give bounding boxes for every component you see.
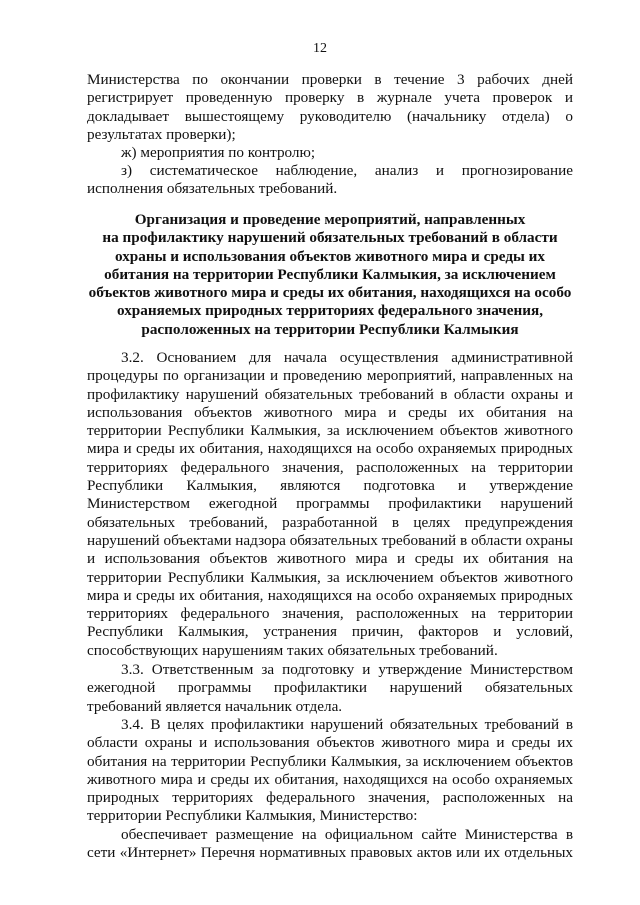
text-line: Республики Калмыкия, являются подготовка и утверждение (87, 477, 573, 495)
text-line: процедуры по организации и проведению мероприятий, направленных на (87, 367, 573, 385)
text-line: результатах проверки); (87, 125, 236, 143)
text-line: Министерством ежегодной программы профилактики нарушений (87, 495, 573, 513)
heading-line: расположенных на территории Республики Калмыкия (141, 320, 519, 338)
text-line: территориях федерального значения, расположенных на территории (87, 605, 573, 623)
text-line: регистрирует проведенную проверку в журнале учета проверок и (87, 89, 573, 107)
text-line: ежегодной программы профилактики нарушений обязательных (87, 679, 573, 697)
text-line: обеспечивает размещение на официальном сайте Министерства в (121, 826, 573, 843)
text-line: требований является начальник отдела. (87, 697, 343, 715)
text-line: Министерства по окончании проверки в течение 3 рабочих дней (87, 71, 573, 88)
text-line: ж) мероприятия по контролю; (121, 144, 316, 161)
paragraph-3-2 (87, 349, 573, 660)
paragraph-provides (87, 826, 573, 863)
text-line: использования объектов животного мира и среды их обитания на (87, 403, 573, 421)
paragraph-3-3 (87, 661, 573, 716)
list-item-zh (87, 144, 573, 162)
text-line: з) систематическое наблюдение, анализ и прогнозирование (121, 162, 573, 179)
text-line: нарушений объектами надзора обязательных требований в области охраны (87, 531, 573, 549)
section-heading (87, 211, 573, 339)
text-line: обязательных требований, разработанной в целях предупреждения (87, 513, 573, 531)
heading-line: Организация и проведение мероприятий, направленных (134, 211, 526, 228)
text-line: территории Республики Калмыкия, за исключением объектов животного (87, 422, 573, 440)
heading-line: на профилактику нарушений обязательных требований в области (102, 229, 558, 247)
text-line: природных территориях федерального значения, расположенных на (87, 789, 573, 807)
text-line: животного мира и среды их обитания, находящихся на особо охраняемых (87, 770, 573, 788)
paragraph-3-4 (87, 716, 573, 826)
heading-line: обитания на территории Республики Калмыкия, за исключением (104, 265, 556, 283)
text-line: обитания на территории Республики Калмыкия, за исключением объектов (87, 752, 573, 770)
text-line: и использования объектов животного мира и среды их обитания на (87, 550, 573, 568)
text-line: 3.4. В целях профилактики нарушений обязательных требований в (121, 716, 573, 733)
text-line: 3.3. Ответственным за подготовку и утверждение Министерством (121, 661, 573, 678)
text-line: территориях федерального значения, расположенных на территории (87, 458, 573, 476)
top-paragraph (87, 71, 573, 144)
text-line: Республики Калмыкия, устранения причин, факторов и условий, (87, 623, 573, 641)
heading-line: охраняемых природных территориях федерального значения, (117, 302, 543, 320)
text-line: мира и среды их обитания, находящихся на особо охраняемых природных (87, 440, 573, 458)
text-line: докладывает вышестоящему руководителю (начальнику отдела) о (87, 107, 573, 125)
heading-line: охраны и использования объектов животного мира и среды их (114, 247, 546, 265)
text-line: области охраны и использования объектов животного мира и среды их (87, 734, 573, 752)
text-line: территории Республики Калмыкия, за исключением объектов животного (87, 568, 573, 586)
text-line: профилактику нарушений обязательных требований в области охраны и (87, 385, 573, 403)
list-item-z (87, 162, 573, 199)
text-line: территории Республики Калмыкия, Министерство: (87, 807, 418, 825)
page-number: 12 (313, 41, 327, 56)
heading-line: объектов животного мира и среды их обитания, находящихся на особо (88, 284, 572, 302)
text-line: 3.2. Основанием для начала осуществления административной (121, 349, 573, 366)
text-line: способствующих нарушениям таких обязательных требований. (87, 641, 498, 659)
text-line: исполнения обязательных требований. (87, 180, 338, 198)
text-line: мира и среды их обитания, находящихся на особо охраняемых природных (87, 586, 573, 604)
text-line: сети «Интернет» Перечня нормативных правовых актов или их отдельных (87, 844, 573, 862)
